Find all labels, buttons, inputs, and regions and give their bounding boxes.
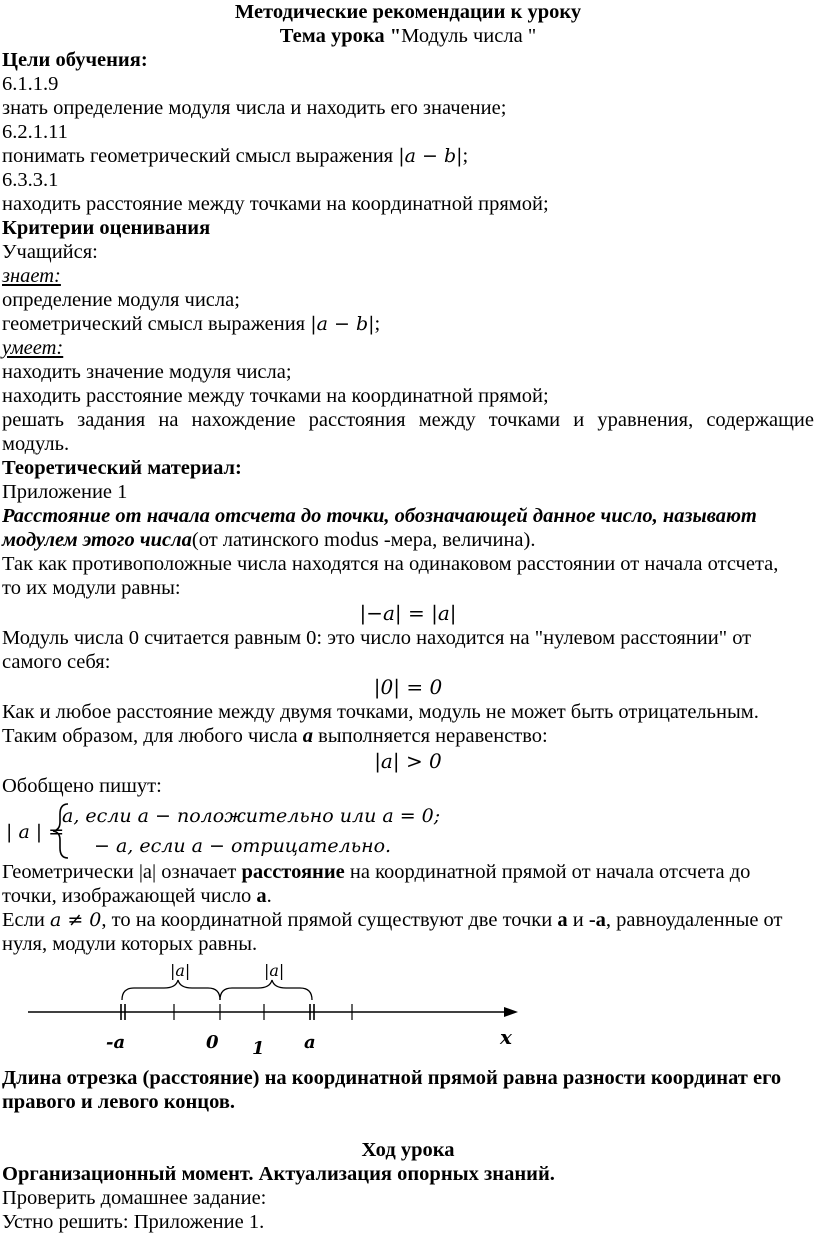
goal-text (2, 144, 814, 168)
paragraph-text: точки, изображающей число (2, 885, 257, 907)
paragraph-line: Так как противоположные числа находятся на одинаковом расстоянии от начала отсчета, (2, 553, 779, 575)
paragraph-line (2, 884, 814, 908)
paragraph-text: и (567, 909, 589, 931)
segment-rule-line-2: правого и левого концов. (2, 1091, 236, 1113)
paragraph-text: Таким образом, для любого числа (2, 725, 303, 747)
cases-lhs: | a | = (6, 821, 65, 843)
lesson-line: Проверить домашнее задание: (2, 1187, 267, 1209)
emphasis-a: a (256, 885, 267, 907)
lesson-step: Организационный момент. Актуализация опорных знаний. (2, 1163, 555, 1185)
paragraph-text: на координатной прямой от начала отсчета до (344, 861, 751, 883)
definition-line-1: Расстояние от начала отсчета до точки, обозначающей данное число, называют (2, 505, 757, 527)
criteria-item-continuation: модуль. (2, 433, 70, 455)
appendix-label: Приложение 1 (2, 481, 128, 503)
paragraph-text: Геометрически |a| означает (2, 861, 242, 883)
goals-heading: Цели обучения: (2, 49, 148, 71)
axis-arrow-icon (504, 1007, 518, 1017)
paragraph-text: Если (2, 909, 50, 931)
tick-label-a: a (304, 1032, 316, 1053)
paragraph-text: , равноудаленные от (605, 909, 783, 931)
goal-text: знать определение модуля числа и находить его значение; (2, 97, 507, 119)
criteria-item-text: геометрический смысл выражения (2, 313, 311, 335)
definition-term: модулем этого числа (2, 529, 192, 551)
document-page (2, 0, 814, 1234)
goal-code: 6.3.3.1 (2, 169, 59, 191)
formula-zero-modulus: |0| = 0 (373, 675, 443, 699)
emphasis-distance: расстояние (241, 861, 345, 883)
point-neg-a: -a (588, 909, 606, 931)
case-positive: a, если a − положительно или a = 0; (62, 805, 441, 827)
paragraph-line: нуля, модули которых равны. (2, 933, 258, 955)
criteria-heading: Критерии оценивания (2, 217, 211, 239)
brace-left-icon (122, 980, 220, 1000)
spacer (2, 1114, 814, 1138)
paragraph-line: Модуль числа 0 считается равным 0: это число находится на "нулевом расстоянии" от (2, 627, 752, 649)
goal-text: находить расстояние между точками на координатной прямой; (2, 193, 549, 215)
can-label: умеет: (2, 337, 64, 359)
brace-right-icon (220, 980, 312, 1000)
variable-a: a (302, 725, 314, 747)
criteria-item-tail: ; (374, 313, 381, 335)
paragraph-line (2, 724, 814, 748)
knows-label: знает: (2, 265, 61, 287)
lesson-heading: Ход урока (361, 1139, 455, 1161)
point-a: a (557, 909, 568, 931)
paragraph-line: Обобщено пишут: (2, 775, 162, 797)
paragraph-text: , то на координатной прямой существуют две точки (101, 909, 558, 931)
piecewise-definition (2, 800, 814, 860)
segment-rule-line-1: Длина отрезка (расстояние) на координатной прямой равна разности координат его (2, 1067, 782, 1089)
goal-code: 6.2.1.11 (2, 121, 68, 143)
brace-label-right: |a| (264, 961, 285, 980)
document-title: Методические рекомендации к уроку (234, 1, 582, 23)
theory-heading: Теоретический материал: (2, 457, 242, 479)
paragraph-text: . (266, 885, 272, 907)
axis-label-x: x (500, 1025, 512, 1049)
math-expression: a ≠ 0 (49, 909, 102, 931)
paragraph-text: выполняется неравенство: (313, 725, 548, 747)
topic-value: Модуль числа " (401, 25, 537, 47)
goal-text-tail: ; (462, 145, 469, 167)
tick-label-neg-a: -a (106, 1032, 126, 1053)
brace-label-left: |a| (170, 961, 191, 980)
topic-label: Тема урока " (279, 25, 402, 47)
criteria-student: Учащийся: (2, 241, 98, 263)
tick-label-zero: 0 (206, 1032, 219, 1053)
definition-line-2 (2, 528, 814, 552)
goal-code: 6.1.1.9 (2, 73, 59, 95)
criteria-item: решать задания на нахождение расстояния между точками и уравнения, содержащие (2, 409, 814, 431)
criteria-item: находить значение модуля числа; (2, 361, 292, 383)
goal-text-part: понимать геометрический смысл выражения (2, 145, 399, 167)
definition-etymology: (от латинского modus -мера, величина). (191, 529, 536, 551)
formula-opposite-modulus: |−a| = |a| (359, 601, 457, 625)
math-expression: |a − b| (310, 313, 375, 335)
lesson-line: Устно решить: Приложение 1. (2, 1211, 265, 1233)
math-expression: |a − b| (398, 145, 463, 167)
criteria-item: определение модуля числа; (2, 289, 240, 311)
number-line-svg (22, 956, 562, 1066)
criteria-item (2, 312, 814, 336)
lesson-topic (2, 24, 814, 48)
cases-brace-svg (2, 800, 441, 860)
formula-inequality: |a| > 0 (374, 749, 442, 773)
paragraph-line: то их модули равны: (2, 577, 181, 599)
paragraph-line (2, 908, 814, 932)
paragraph-line: самого себя: (2, 651, 111, 673)
criteria-item: находить расстояние между точками на координатной прямой; (2, 385, 549, 407)
paragraph-line (2, 860, 814, 884)
tick-label-one: 1 (252, 1038, 265, 1059)
case-negative: − a, если a − отрицательно. (94, 835, 392, 857)
number-line-diagram (2, 956, 814, 1066)
paragraph-line: Как и любое расстояние между двумя точками, модуль не может быть отрицательным. (2, 701, 759, 723)
